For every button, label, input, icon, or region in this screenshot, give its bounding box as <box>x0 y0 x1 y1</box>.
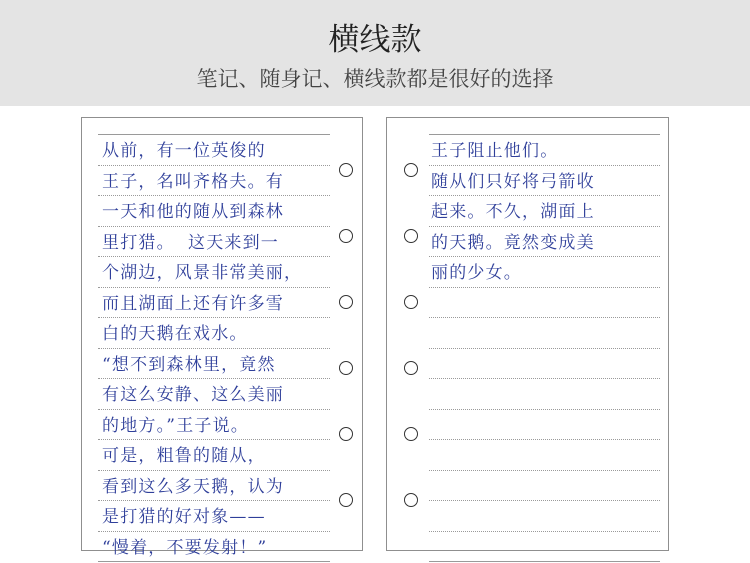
handwritten-line: 有这么安静、这么美丽 <box>102 385 284 405</box>
handwritten-line: 的地方。”王子说。 <box>102 416 249 436</box>
handwritten-line: 一天和他的随从到森林 <box>102 202 284 222</box>
handwritten-line: 里打猎。 这天来到一 <box>102 233 280 253</box>
left-notebook-page <box>81 117 363 558</box>
ruled-line <box>429 470 660 471</box>
top-rule <box>429 134 660 135</box>
binder-hole-icon <box>404 493 418 507</box>
ruled-line <box>429 439 660 440</box>
handwritten-line: “想不到森林里，竟然 <box>102 355 276 375</box>
handwritten-line: 的天鹅。竟然变成美 <box>431 233 595 253</box>
banner-title: 横线款 <box>328 22 422 58</box>
binder-hole-icon <box>339 361 353 375</box>
binder-hole-icon <box>339 229 353 243</box>
binder-hole-icon <box>404 229 418 243</box>
binder-hole-icon <box>404 295 418 309</box>
ruled-line <box>429 531 660 532</box>
handwritten-line: “慢着，不要发射！” <box>102 538 268 558</box>
handwritten-line: 个湖边，风景非常美丽， <box>102 263 303 283</box>
banner-subtitle: 笔记、随身记、横线款都是很好的选择 <box>196 67 554 91</box>
binder-hole-icon <box>339 163 353 177</box>
binder-hole-icon <box>404 163 418 177</box>
handwritten-line: 是打猎的好对象—— <box>102 507 266 527</box>
handwritten-line: 王子，名叫齐格夫。有 <box>102 172 284 192</box>
right-notebook-page <box>386 117 669 551</box>
ruled-line <box>429 378 660 379</box>
ruled-line <box>429 409 660 410</box>
binder-hole-icon <box>404 427 418 441</box>
handwritten-line: 从前，有一位英俊的 <box>102 141 266 161</box>
handwritten-line: 王子阻止他们。 <box>431 141 559 161</box>
handwritten-line: 随从们只好将弓箭收 <box>431 172 595 192</box>
handwritten-line: 起来。不久，湖面上 <box>431 202 595 222</box>
handwritten-line: 而且湖面上还有许多雪 <box>102 294 284 314</box>
binder-hole-icon <box>339 295 353 309</box>
handwritten-line: 看到这么多天鹅，认为 <box>102 477 284 497</box>
top-rule <box>98 134 330 135</box>
ruled-line <box>429 500 660 501</box>
ruled-line <box>429 561 660 562</box>
ruled-line <box>429 317 660 318</box>
handwritten-line: 可是，粗鲁的随从， <box>102 446 266 466</box>
binder-hole-icon <box>339 493 353 507</box>
ruled-line <box>429 348 660 349</box>
handwritten-line: 丽的少女。 <box>431 263 522 283</box>
header-banner <box>0 0 750 106</box>
binder-hole-icon <box>404 361 418 375</box>
handwritten-line: 白的天鹅在戏水。 <box>102 324 248 344</box>
binder-hole-icon <box>339 427 353 441</box>
